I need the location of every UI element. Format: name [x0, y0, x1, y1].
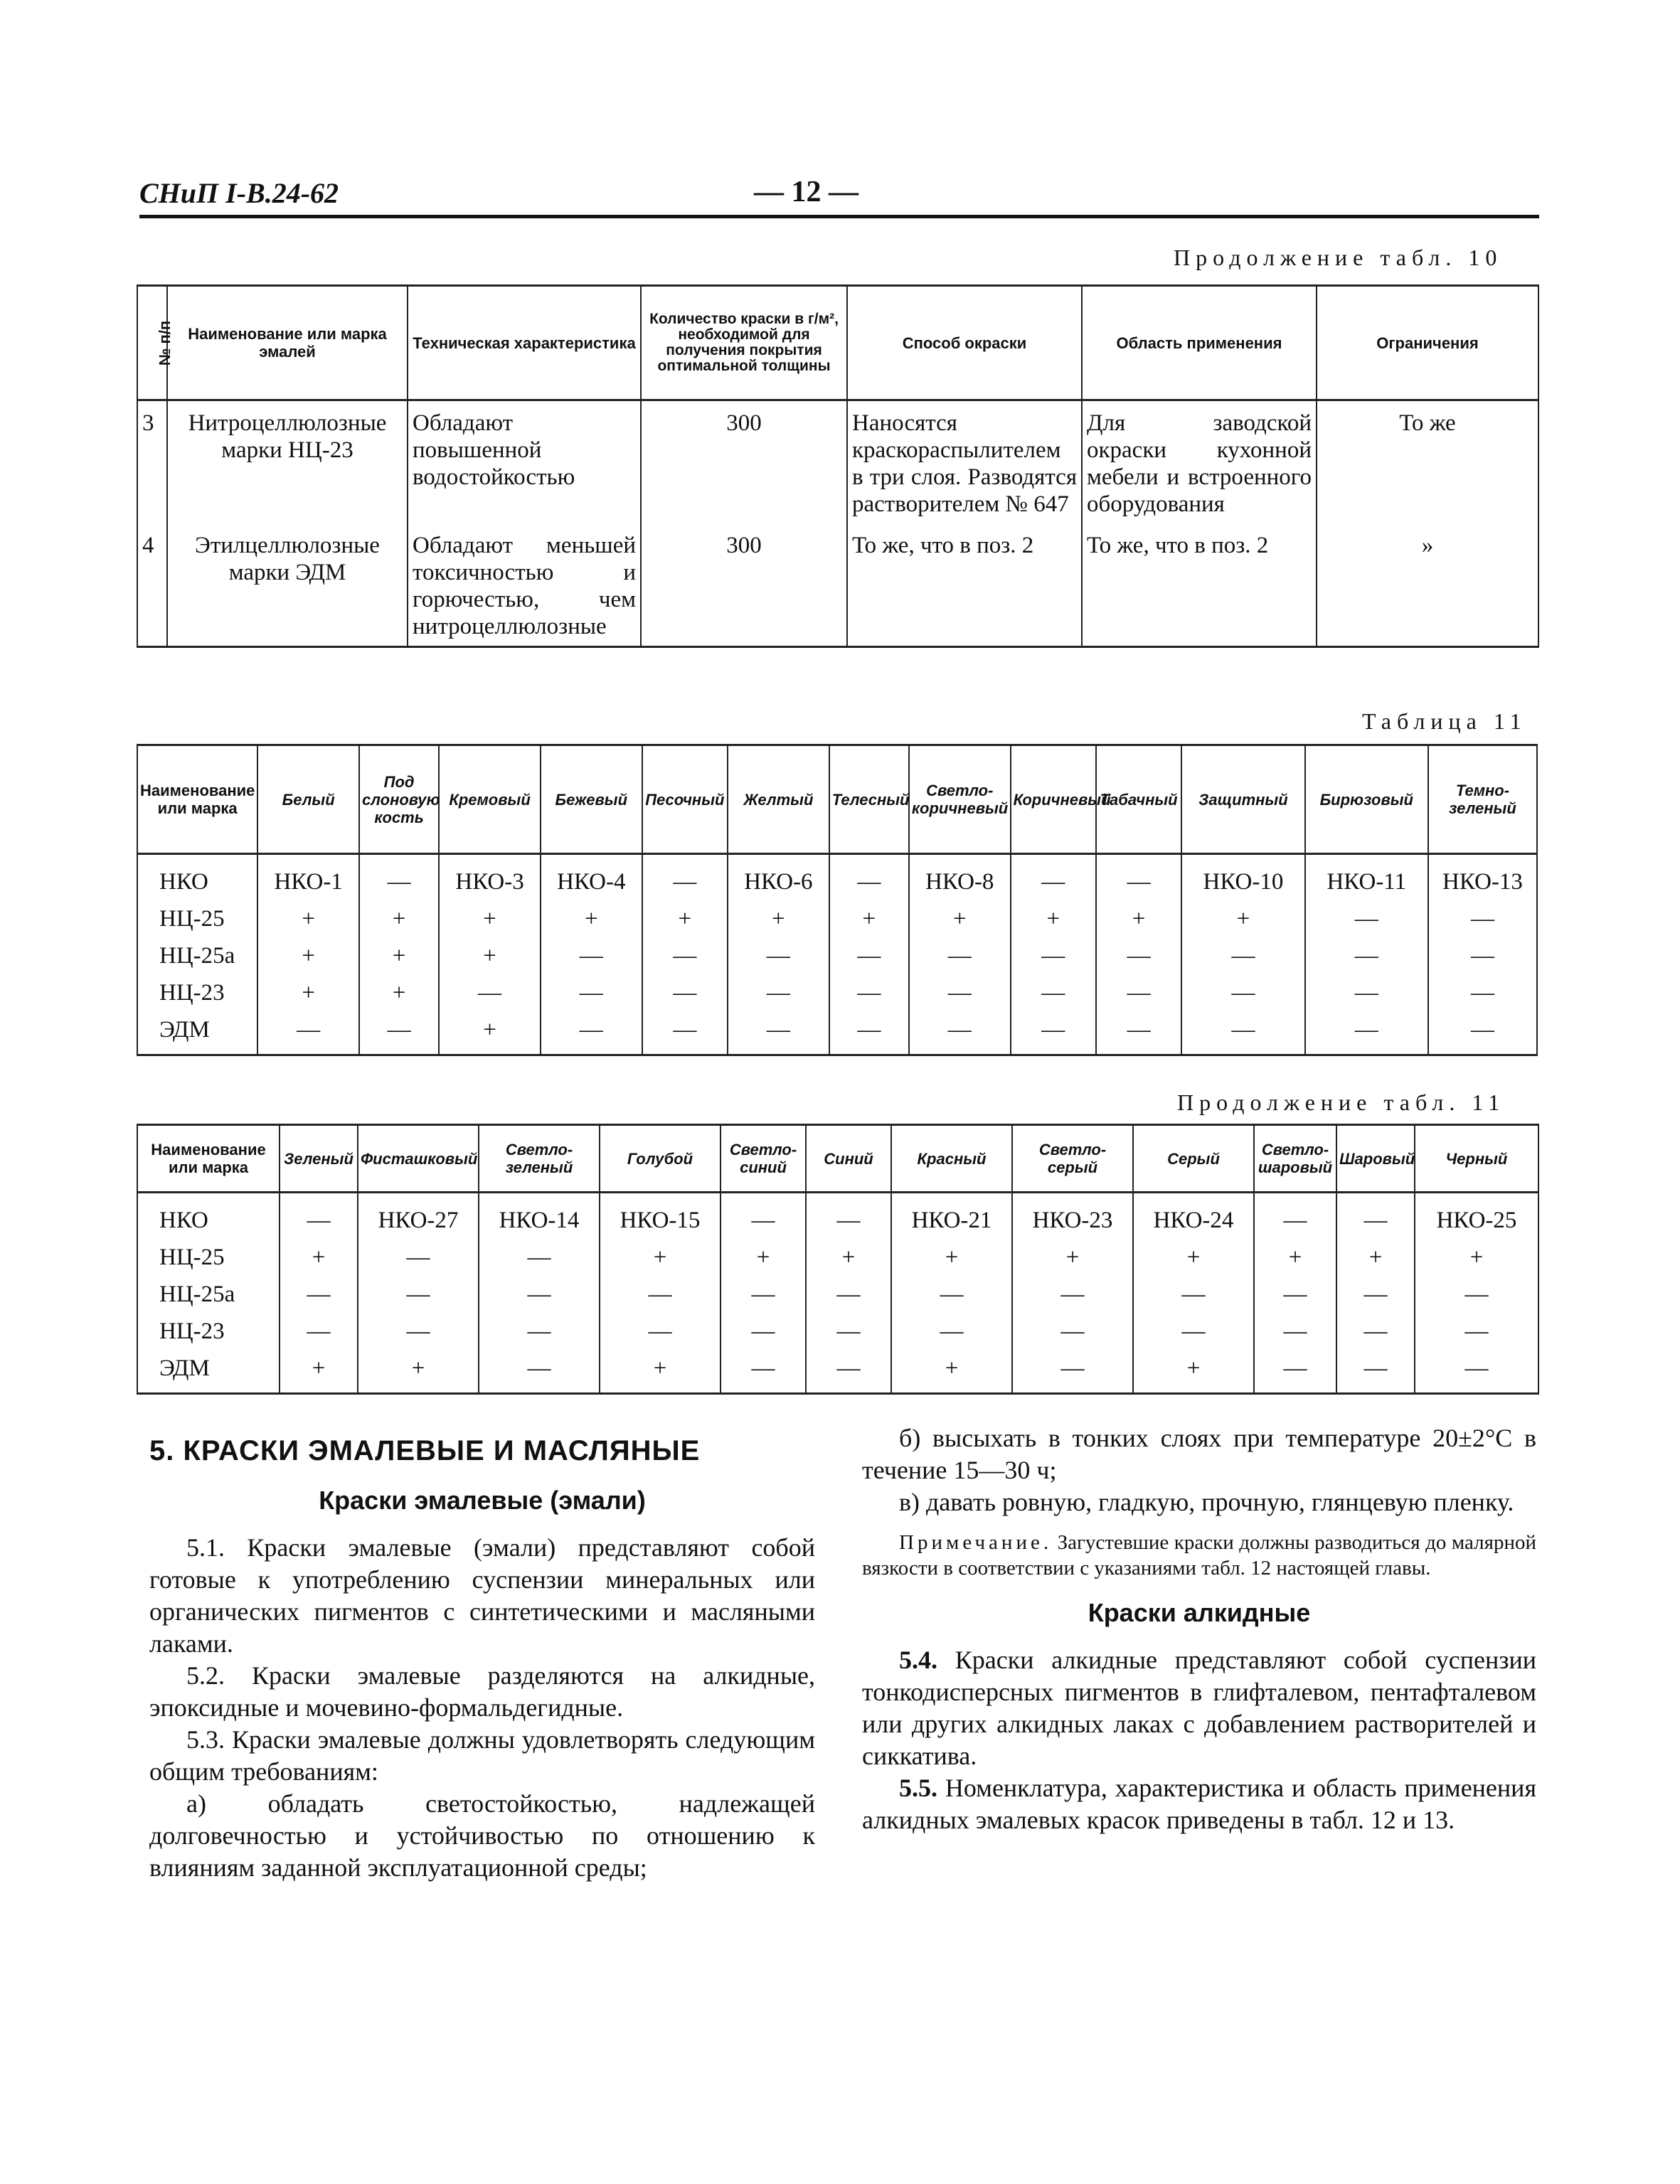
table-cell: — [1305, 900, 1428, 937]
table-cell: + [721, 1239, 806, 1276]
table-cell: + [359, 937, 439, 974]
table-cell: + [257, 900, 359, 937]
table-cell: + [358, 1350, 479, 1394]
table-cell: — [358, 1239, 479, 1276]
table-cell: НКО-8 [909, 854, 1011, 901]
table11-header: Кремовый [439, 745, 541, 854]
table-cell: Обладают повышенной водостойкостью [408, 400, 641, 524]
table-cell: — [600, 1276, 721, 1313]
table-cell: — [721, 1276, 806, 1313]
table11-header: Песочный [642, 745, 728, 854]
table-cell: — [358, 1276, 479, 1313]
table-row [137, 937, 1537, 974]
table-cell: — [1011, 937, 1096, 974]
table-cell: НКО-15 [600, 1193, 721, 1240]
table-cell: + [1011, 900, 1096, 937]
table-cell: НКО-3 [439, 854, 541, 901]
table-cell: — [1012, 1276, 1133, 1313]
table-cell: НКО-25 [1415, 1193, 1538, 1240]
table11-caption: Таблица 11 [1362, 708, 1527, 734]
table-cell: » [1317, 523, 1538, 647]
table-cell: — [829, 974, 909, 1011]
table-cell: + [600, 1239, 721, 1276]
table-cell: — [728, 974, 829, 1011]
table-cell: + [541, 900, 642, 937]
text-column-left [149, 1422, 815, 1884]
table-cell: + [891, 1239, 1012, 1276]
table-cell: НЦ-25а [137, 937, 257, 974]
table-cell: — [642, 937, 728, 974]
table-cell: — [909, 1011, 1011, 1055]
table-cell: + [1012, 1239, 1133, 1276]
table-row [137, 1313, 1538, 1350]
table-cell: + [829, 900, 909, 937]
subsection-title: Краски алкидные [1088, 1598, 1311, 1627]
paragraph-5-3-b: б) высыхать в тонких слоях при температуре 20±2°С в течение 15—30 ч; [862, 1424, 1536, 1484]
table10-caption: Продолжение табл. 10 [1174, 245, 1503, 270]
table-cell: — [541, 937, 642, 974]
table-cell: То же, что в поз. 2 [1082, 523, 1317, 647]
table-row [137, 974, 1537, 1011]
table-cell: — [1428, 937, 1537, 974]
table-cell: + [439, 937, 541, 974]
table11-header: Табачный [1096, 745, 1181, 854]
table-cell: НКО-24 [1133, 1193, 1254, 1240]
table-cell: — [1415, 1350, 1538, 1394]
paragraph-5-5: 5.5. Номенклатура, характеристика и область применения алкидных эмалевых красок приведены в табл. 12 и 13. [862, 1774, 1537, 1834]
table11-header: Желтый [728, 745, 829, 854]
table11cont-header: Синий [806, 1125, 891, 1193]
table-cell: 300 [641, 523, 847, 647]
table-cell: — [1428, 1011, 1537, 1055]
table-row [137, 400, 1538, 524]
table11 [137, 744, 1538, 1056]
table10-header: Количество краски в г/м², необходимой для получения покрытия оптимальной толщины [641, 286, 847, 400]
table-cell: — [541, 974, 642, 1011]
table-cell: — [1096, 937, 1181, 974]
table11-header: Защитный [1181, 745, 1304, 854]
table-cell: — [1096, 974, 1181, 1011]
table-cell: ЭДМ [137, 1350, 280, 1394]
table-cell: — [1012, 1313, 1133, 1350]
table-cell: 4 [137, 523, 167, 647]
table-cell: НКО-14 [479, 1193, 600, 1240]
table11-header: Белый [257, 745, 359, 854]
table-cell: — [806, 1350, 891, 1394]
table-cell: — [1428, 974, 1537, 1011]
table10-header-row [137, 286, 1538, 400]
table-cell: — [1011, 854, 1096, 901]
table11-header: Под слоновую кость [359, 745, 439, 854]
table10-header: Способ окраски [847, 286, 1082, 400]
paragraph-5-1: 5.1. Краски эмалевые (эмали) представляют собой готовые к употреблению суспензии минеральных или органических пигментов с синтетическими и масляными лаками. [149, 1533, 816, 1658]
table-cell: — [1415, 1313, 1538, 1350]
table-cell: — [728, 937, 829, 974]
table-cell: — [1181, 974, 1304, 1011]
paragraph-5-2: 5.2. Краски эмалевые разделяются на алкидные, эпоксидные и мочевино-формальдегидные. [149, 1661, 815, 1722]
table-cell: — [1133, 1313, 1254, 1350]
table-cell: + [280, 1239, 358, 1276]
paragraph-5-3-a: а) обладать светостойкостью, надлежащей долговечностью и устойчивостью по отношению к влияниям заданной эксплуатационной среды; [149, 1789, 815, 1882]
table-cell: + [909, 900, 1011, 937]
table-cell: — [479, 1350, 600, 1394]
table-row [137, 1011, 1537, 1055]
table-cell: НЦ-23 [137, 974, 257, 1011]
table-cell: + [1415, 1239, 1538, 1276]
table-cell: — [721, 1193, 806, 1240]
table-cell: Для заводской окраски кухонной мебели и встроенного оборудования [1082, 400, 1317, 524]
paragraph-5-3: 5.3. Краски эмалевые должны удовлетворять следующим общим требованиям: [149, 1725, 815, 1786]
table-cell: — [479, 1313, 600, 1350]
doc-code: СНиП I-В.24-62 [139, 177, 339, 209]
table11-header: Наименование или марка [137, 745, 257, 854]
table-cell: + [1254, 1239, 1336, 1276]
table-cell: НКО-4 [541, 854, 642, 901]
table-cell: + [257, 937, 359, 974]
table-cell: — [829, 1011, 909, 1055]
table10-header: Область применения [1082, 286, 1317, 400]
table-cell: НКО [137, 854, 257, 901]
table-cell: — [1181, 937, 1304, 974]
table-cell: НЦ-25а [137, 1276, 280, 1313]
table11cont-header: Наименование или марка [137, 1125, 280, 1193]
table-cell: — [1305, 1011, 1428, 1055]
table11cont-header: Фисташковый [358, 1125, 479, 1193]
table-cell: — [1305, 937, 1428, 974]
table-cell: НКО-23 [1012, 1193, 1133, 1240]
table-cell: 3 [137, 400, 167, 524]
table-cell: + [359, 900, 439, 937]
table11-header: Телесный [829, 745, 909, 854]
table11-header: Бежевый [541, 745, 642, 854]
table-cell: — [829, 937, 909, 974]
table-cell: — [280, 1276, 358, 1313]
table11cont-header: Серый [1133, 1125, 1254, 1193]
table10 [137, 284, 1539, 648]
table-cell: НЦ-23 [137, 1313, 280, 1350]
table-cell: — [642, 1011, 728, 1055]
table11-header: Коричневый [1011, 745, 1096, 854]
table-cell: — [1254, 1193, 1336, 1240]
table-cell: — [1254, 1350, 1336, 1394]
table11cont-header: Светло-шаровый [1254, 1125, 1336, 1193]
table-cell: НКО-27 [358, 1193, 479, 1240]
table11cont-header: Красный [891, 1125, 1012, 1193]
table-cell: — [1305, 974, 1428, 1011]
table-cell: — [721, 1313, 806, 1350]
table-cell: — [806, 1276, 891, 1313]
table11cont-header: Голубой [600, 1125, 721, 1193]
table11cont-header: Светло-серый [1012, 1125, 1133, 1193]
table-cell: — [1336, 1276, 1415, 1313]
table11cont-header-row [137, 1125, 1538, 1193]
text-column-right [862, 1422, 1536, 1836]
table-cell: + [1133, 1350, 1254, 1394]
table-cell: + [806, 1239, 891, 1276]
table-cell: — [891, 1276, 1012, 1313]
table-cell: НЦ-25 [137, 900, 257, 937]
table-cell: НКО-21 [891, 1193, 1012, 1240]
table-cell: ЭДМ [137, 1011, 257, 1055]
table-cell: + [891, 1350, 1012, 1394]
table11cont-header: Черный [1415, 1125, 1538, 1193]
paragraph-5-4: 5.4. Краски алкидные представляют собой суспензии тонкодисперсных пигментов в глифталевом, пентафталевом или других алкидных лаках с добавлением растворителей и сиккатива. [862, 1646, 1536, 1770]
table-cell: — [806, 1193, 891, 1240]
paragraph-5-3-c: в) давать ровную, гладкую, прочную, глянцевую пленку. [899, 1488, 1514, 1516]
table10-header: Наименование или марка эмалей [167, 286, 408, 400]
table-cell: — [1012, 1350, 1133, 1394]
table-cell: — [909, 937, 1011, 974]
table-cell: + [439, 1011, 541, 1055]
table-cell: + [1133, 1239, 1254, 1276]
table-cell: НКО [137, 1193, 280, 1240]
table-cell: — [1096, 854, 1181, 901]
table-cell: — [721, 1350, 806, 1394]
table11cont-header: Шаровый [1336, 1125, 1415, 1193]
table11cont-header: Светло-зеленый [479, 1125, 600, 1193]
subsection-title: Краски эмалевые (эмали) [319, 1486, 646, 1515]
table-cell: — [1336, 1193, 1415, 1240]
table-cell: — [358, 1313, 479, 1350]
table-cell: НКО-11 [1305, 854, 1428, 901]
table-cell: Наносятся краскораспылителем в три слоя. Разводятся растворителем № 647 [847, 400, 1082, 524]
table11cont-caption: Продолжение табл. 11 [1177, 1090, 1506, 1115]
table-cell: — [439, 974, 541, 1011]
header-rule [139, 215, 1539, 218]
table-cell: + [642, 900, 728, 937]
table-cell: — [600, 1313, 721, 1350]
table-cell: — [642, 974, 728, 1011]
table-cell: НЦ-25 [137, 1239, 280, 1276]
table-cell: — [1181, 1011, 1304, 1055]
table-cell: То же [1317, 400, 1538, 524]
table10-header: Ограничения [1317, 286, 1538, 400]
section-title: 5. КРАСКИ ЭМАЛЕВЫЕ И МАСЛЯНЫЕ [149, 1435, 701, 1466]
table11cont [137, 1124, 1539, 1395]
table-cell: — [1428, 900, 1537, 937]
table-cell: Этилцеллюлозные марки ЭДМ [167, 523, 408, 647]
table-cell: НКО-1 [257, 854, 359, 901]
note: Примечание. Загустевшие краски должны разводиться до малярной вязкости в соответствии с указаниями табл. 12 настоящей главы. [862, 1531, 1536, 1580]
table-cell: — [359, 854, 439, 901]
table-cell: — [642, 854, 728, 901]
table10-header: Техническая характеристика [408, 286, 641, 400]
table-cell: НКО-6 [728, 854, 829, 901]
table-cell: + [257, 974, 359, 1011]
table-cell: — [1415, 1276, 1538, 1313]
table-cell: — [541, 1011, 642, 1055]
table-cell: — [909, 974, 1011, 1011]
table-cell: Обладают меньшей токсичностью и горючестью, чем нитроцеллюлозные [408, 523, 641, 647]
table-cell: + [1096, 900, 1181, 937]
table-cell: — [829, 854, 909, 901]
table-cell: НКО-13 [1428, 854, 1537, 901]
table-cell: — [479, 1239, 600, 1276]
table-cell: — [479, 1276, 600, 1313]
table-cell: — [806, 1313, 891, 1350]
table-cell: — [257, 1011, 359, 1055]
table-cell: То же, что в поз. 2 [847, 523, 1082, 647]
table10-header: № п/п [137, 286, 167, 400]
table-cell: — [1011, 1011, 1096, 1055]
table-cell: + [600, 1350, 721, 1394]
table-row [137, 1350, 1538, 1394]
table11-header: Бирюзовый [1305, 745, 1428, 854]
page-number: — 12 — [754, 176, 858, 208]
table-cell: + [280, 1350, 358, 1394]
table-row [137, 1276, 1538, 1313]
table-cell: — [1336, 1313, 1415, 1350]
table-cell: — [1336, 1350, 1415, 1394]
table11-header: Темно-зеленый [1428, 745, 1537, 854]
table-row [137, 854, 1537, 901]
table-cell: + [1336, 1239, 1415, 1276]
table-cell: + [439, 900, 541, 937]
table-cell: + [1181, 900, 1304, 937]
table-cell: — [1133, 1276, 1254, 1313]
table-cell: — [1096, 1011, 1181, 1055]
table-cell: — [1011, 974, 1096, 1011]
table-cell: — [728, 1011, 829, 1055]
table-cell: НКО-10 [1181, 854, 1304, 901]
table11cont-header: Зеленый [280, 1125, 358, 1193]
table11-header: Светло-коричневый [909, 745, 1011, 854]
table-cell: — [280, 1313, 358, 1350]
table-cell: — [1254, 1313, 1336, 1350]
table-cell: 300 [641, 400, 847, 524]
table-cell: — [891, 1313, 1012, 1350]
table-row [137, 1193, 1538, 1240]
table-cell: + [359, 974, 439, 1011]
table-row [137, 1239, 1538, 1276]
table-row [137, 523, 1538, 647]
table-cell: — [280, 1193, 358, 1240]
table-row [137, 900, 1537, 937]
table11-header-row [137, 745, 1537, 854]
table-cell: + [728, 900, 829, 937]
table11cont-header: Светло-синий [721, 1125, 806, 1193]
table-cell: — [359, 1011, 439, 1055]
table-cell: — [1254, 1276, 1336, 1313]
table-cell: Нитроцеллюлозные марки НЦ-23 [167, 400, 408, 524]
